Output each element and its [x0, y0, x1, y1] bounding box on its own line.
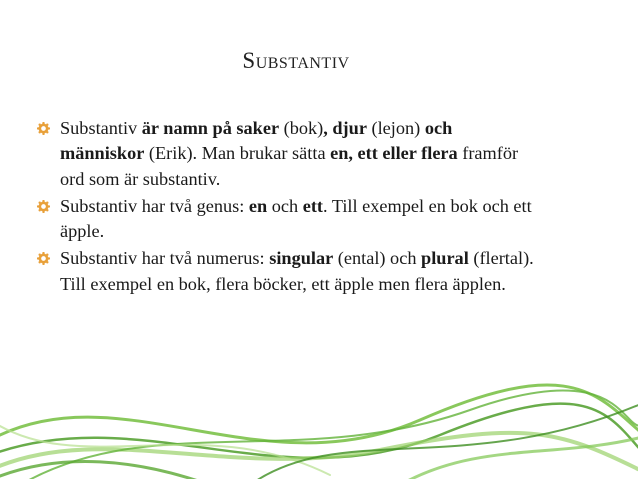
bold-text: är namn på saker — [141, 118, 280, 138]
bullet-item — [36, 116, 536, 192]
text-segment: Substantiv — [60, 118, 142, 138]
text-segment: (bok) — [279, 118, 324, 138]
text-segment: (ental) och — [333, 248, 422, 269]
text-segment: Substantiv har två numerus: — [60, 248, 270, 269]
bullet-text — [60, 118, 518, 189]
bullet-text — [60, 248, 534, 293]
decorative-waves — [0, 380, 638, 479]
gear-bullet-icon — [37, 122, 50, 135]
bullet-item — [36, 246, 536, 297]
bullet-text — [60, 196, 532, 241]
gear-bullet-icon — [37, 252, 50, 265]
text-segment: (lejon) — [366, 118, 425, 138]
text-segment: (Erik). Man brukar sätta — [144, 143, 331, 164]
bold-text: ett — [302, 195, 324, 216]
bold-text: och människor — [60, 118, 453, 164]
text-segment: . Till exempel en bok och ett äpple. — [60, 195, 532, 242]
bullet-item — [36, 194, 536, 245]
text-segment: framför ord som är substantiv. — [60, 143, 519, 189]
text-segment: Substantiv har två genus: — [60, 195, 249, 216]
bold-text: en, ett eller flera — [330, 143, 458, 164]
bullet-list — [36, 116, 536, 299]
bold-text: plural — [421, 248, 469, 269]
bold-text: , djur — [323, 118, 367, 138]
text-segment: (flertal). Till exempel en bok, flera böcker, ett äpple men flera äpplen. — [60, 248, 534, 294]
text-segment: och — [267, 195, 303, 216]
slide-title: Substantiv — [242, 48, 350, 73]
bold-text: singular — [269, 248, 334, 269]
bold-text: en — [248, 195, 268, 216]
gear-bullet-icon — [37, 200, 50, 213]
